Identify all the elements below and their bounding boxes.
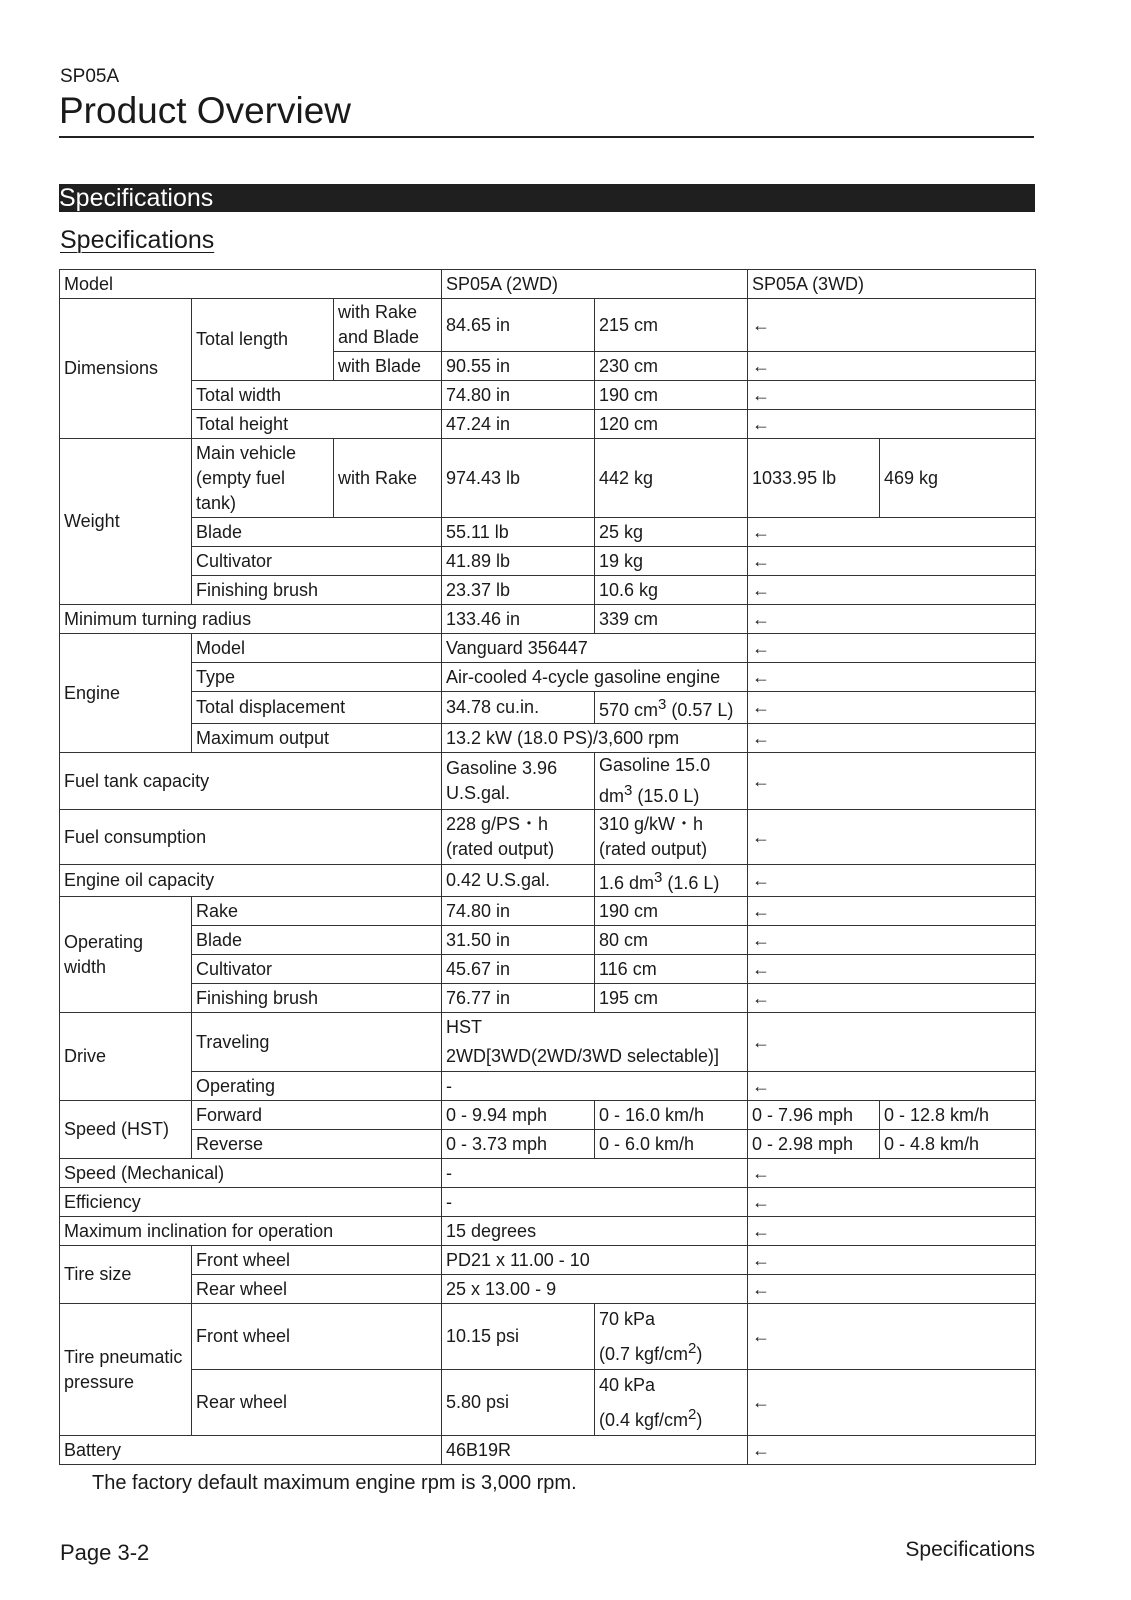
table-row xyxy=(60,439,1036,518)
superscript: 2 xyxy=(688,1406,697,1423)
table-row xyxy=(60,1159,1036,1188)
cell-label: Cultivator xyxy=(192,955,442,984)
cell-label: Total displacement xyxy=(192,692,442,724)
cell-label: Engine xyxy=(60,634,192,753)
value-text: (15.0 L) xyxy=(632,786,700,806)
value-text: Gasoline 15.0 dm xyxy=(599,755,711,806)
same-as-arrow: ← xyxy=(748,1013,1036,1072)
table-row xyxy=(60,865,1036,897)
cell-value: Gasoline 3.96 U.S.gal. xyxy=(442,753,595,810)
same-as-arrow: ← xyxy=(748,926,1036,955)
value-text: 570 cm xyxy=(599,700,659,720)
cell-value: 0.42 U.S.gal. xyxy=(442,865,595,897)
cell-value: 55.11 lb xyxy=(442,518,595,547)
cell-label: with Rake xyxy=(334,439,442,518)
cell-label: Maximum output xyxy=(192,724,442,753)
same-as-arrow: ← xyxy=(748,381,1036,410)
cell-label: Tire pneumatic pressure xyxy=(60,1304,192,1436)
cell-value: 215 cm xyxy=(595,299,748,352)
same-as-arrow: ← xyxy=(748,1188,1036,1217)
cell-value: 10.6 kg xyxy=(595,576,748,605)
table-row xyxy=(60,1217,1036,1246)
table-row xyxy=(60,1101,1036,1130)
same-as-arrow: ← xyxy=(748,634,1036,663)
table-row xyxy=(60,1130,1036,1159)
superscript: 2 xyxy=(688,1340,697,1357)
cell-value: 76.77 in xyxy=(442,984,595,1013)
value-text: ) xyxy=(696,1410,703,1430)
cell-value: 74.80 in xyxy=(442,897,595,926)
value-text: ) xyxy=(696,1344,703,1364)
cell-value: 230 cm xyxy=(595,352,748,381)
cell-value: 34.78 cu.in. xyxy=(442,692,595,724)
cell-label: Dimensions xyxy=(60,299,192,439)
cell-label: Finishing brush xyxy=(192,576,442,605)
table-row xyxy=(60,724,1036,753)
table-row xyxy=(60,955,1036,984)
table-row xyxy=(60,299,1036,352)
cell-value: 120 cm xyxy=(595,410,748,439)
same-as-arrow: ← xyxy=(748,724,1036,753)
cell-value: 13.2 kW (18.0 PS)/3,600 rpm xyxy=(442,724,748,753)
cell-label: Type xyxy=(192,663,442,692)
table-row xyxy=(60,634,1036,663)
cell-value: Air-cooled 4-cycle gasoline engine xyxy=(442,663,748,692)
cell-value: 0 - 16.0 km/h xyxy=(595,1101,748,1130)
same-as-arrow: ← xyxy=(748,865,1036,897)
cell-label: Blade xyxy=(192,518,442,547)
same-as-arrow: ← xyxy=(748,753,1036,810)
same-as-arrow: ← xyxy=(748,352,1036,381)
table-row xyxy=(60,1304,1036,1370)
cell-value: 133.46 in xyxy=(442,605,595,634)
table-row xyxy=(60,1188,1036,1217)
cell-label: Maximum inclination for operation xyxy=(60,1217,442,1246)
cell-label: Efficiency xyxy=(60,1188,442,1217)
table-row xyxy=(60,753,1036,810)
cell-label: with Blade xyxy=(334,352,442,381)
same-as-arrow: ← xyxy=(748,1159,1036,1188)
cell-label: Engine oil capacity xyxy=(60,865,442,897)
cell-label: Model xyxy=(192,634,442,663)
column-header-2wd: SP05A (2WD) xyxy=(442,270,748,299)
value-line: 70 kPa xyxy=(599,1309,656,1329)
cell-label: Tire size xyxy=(60,1246,192,1304)
table-row xyxy=(60,984,1036,1013)
table-row xyxy=(60,663,1036,692)
specifications-table xyxy=(59,269,1036,1465)
model-code: SP05A xyxy=(60,66,120,87)
cell-value: - xyxy=(442,1072,748,1101)
same-as-arrow: ← xyxy=(748,1436,1036,1465)
footnote: The factory default maximum engine rpm is 3,000 rpm. xyxy=(92,1472,577,1494)
cell-value: 25 kg xyxy=(595,518,748,547)
cell-value: 1033.95 lb xyxy=(748,439,880,518)
cell-value: PD21 x 11.00 - 10 xyxy=(442,1246,748,1275)
cell-value: - xyxy=(442,1188,748,1217)
cell-value: 90.55 in xyxy=(442,352,595,381)
table-row xyxy=(60,897,1036,926)
cell-value: 74.80 in xyxy=(442,381,595,410)
cell-label: Battery xyxy=(60,1436,442,1465)
table-row xyxy=(60,547,1036,576)
superscript: 3 xyxy=(658,696,667,713)
cell-value: 0 - 9.94 mph xyxy=(442,1101,595,1130)
same-as-arrow: ← xyxy=(748,547,1036,576)
cell-label: Traveling xyxy=(192,1013,442,1072)
cell-label: Minimum turning radius xyxy=(60,605,442,634)
cell-value: 46B19R xyxy=(442,1436,748,1465)
value-line: HST xyxy=(446,1017,482,1037)
same-as-arrow: ← xyxy=(748,1370,1036,1436)
cell-label: Fuel tank capacity xyxy=(60,753,442,810)
table-row xyxy=(60,605,1036,634)
cell-value: 5.80 psi xyxy=(442,1370,595,1436)
table-row xyxy=(60,1013,1036,1072)
cell-value xyxy=(595,692,748,724)
page-title: Product Overview xyxy=(59,90,351,131)
cell-label: Total length xyxy=(192,299,334,381)
page-number: Page 3-2 xyxy=(60,1540,150,1565)
table-row xyxy=(60,926,1036,955)
cell-label: Weight xyxy=(60,439,192,605)
cell-value xyxy=(595,753,748,810)
same-as-arrow: ← xyxy=(748,299,1036,352)
cell-value: 469 kg xyxy=(880,439,1036,518)
cell-value: 25 x 13.00 - 9 xyxy=(442,1275,748,1304)
cell-label: Fuel consumption xyxy=(60,810,442,865)
cell-value: 0 - 2.98 mph xyxy=(748,1130,880,1159)
table-row xyxy=(60,1436,1036,1465)
cell-value: 974.43 lb xyxy=(442,439,595,518)
table-row xyxy=(60,1275,1036,1304)
same-as-arrow: ← xyxy=(748,984,1036,1013)
cell-value xyxy=(595,1370,748,1436)
cell-label: Blade xyxy=(192,926,442,955)
cell-value: 31.50 in xyxy=(442,926,595,955)
value-text: (0.57 L) xyxy=(666,700,734,720)
cell-label: Speed (HST) xyxy=(60,1101,192,1159)
cell-label: Finishing brush xyxy=(192,984,442,1013)
value-text: 1.6 dm xyxy=(599,873,655,893)
table-row xyxy=(60,410,1036,439)
cell-label: Rear wheel xyxy=(192,1370,442,1436)
table-row xyxy=(60,692,1036,724)
cell-label: Model xyxy=(60,270,442,299)
cell-value: 10.15 psi xyxy=(442,1304,595,1370)
value-text: (0.7 kgf/cm xyxy=(599,1344,689,1364)
superscript: 3 xyxy=(624,782,633,799)
cell-value: 45.67 in xyxy=(442,955,595,984)
footer-section: Specifications xyxy=(905,1538,1035,1561)
cell-value: 0 - 7.96 mph xyxy=(748,1101,880,1130)
cell-value: 195 cm xyxy=(595,984,748,1013)
sub-heading: Specifications xyxy=(60,226,215,254)
cell-value: 0 - 3.73 mph xyxy=(442,1130,595,1159)
same-as-arrow: ← xyxy=(748,663,1036,692)
same-as-arrow: ← xyxy=(748,1217,1036,1246)
cell-value: 41.89 lb xyxy=(442,547,595,576)
cell-value xyxy=(595,1304,748,1370)
cell-value: Vanguard 356447 xyxy=(442,634,748,663)
cell-value: 0 - 6.0 km/h xyxy=(595,1130,748,1159)
cell-value: 190 cm xyxy=(595,381,748,410)
cell-value: 0 - 12.8 km/h xyxy=(880,1101,1036,1130)
cell-value: 116 cm xyxy=(595,955,748,984)
same-as-arrow: ← xyxy=(748,605,1036,634)
same-as-arrow: ← xyxy=(748,518,1036,547)
cell-value xyxy=(595,865,748,897)
cell-label: Forward xyxy=(192,1101,442,1130)
same-as-arrow: ← xyxy=(748,1072,1036,1101)
cell-label: Front wheel xyxy=(192,1246,442,1275)
cell-label: Rake xyxy=(192,897,442,926)
table-row xyxy=(60,1370,1036,1436)
cell-value: 190 cm xyxy=(595,897,748,926)
cell-value: 80 cm xyxy=(595,926,748,955)
same-as-arrow: ← xyxy=(748,576,1036,605)
cell-value: 442 kg xyxy=(595,439,748,518)
same-as-arrow: ← xyxy=(748,410,1036,439)
section-bar xyxy=(59,184,1035,212)
table-row xyxy=(60,810,1036,865)
cell-label: Operating xyxy=(192,1072,442,1101)
value-line xyxy=(599,1334,743,1369)
table-row xyxy=(60,270,1036,299)
value-line: 40 kPa xyxy=(599,1375,656,1395)
cell-label: Speed (Mechanical) xyxy=(60,1159,442,1188)
same-as-arrow: ← xyxy=(748,1304,1036,1370)
cell-value: 47.24 in xyxy=(442,410,595,439)
cell-value xyxy=(442,1013,748,1072)
cell-label: Total height xyxy=(192,410,442,439)
cell-label: Rear wheel xyxy=(192,1275,442,1304)
cell-value: 84.65 in xyxy=(442,299,595,352)
value-text: (1.6 L) xyxy=(662,873,720,893)
cell-value: 15 degrees xyxy=(442,1217,748,1246)
cell-label: Main vehicle (empty fuel tank) xyxy=(192,439,334,518)
cell-value: 310 g/kW・h (rated output) xyxy=(595,810,748,865)
cell-value: 19 kg xyxy=(595,547,748,576)
same-as-arrow: ← xyxy=(748,692,1036,724)
cell-value: 228 g/PS・h (rated output) xyxy=(442,810,595,865)
title-divider xyxy=(59,136,1034,138)
cell-label: Operating width xyxy=(60,897,192,1013)
cell-value: 0 - 4.8 km/h xyxy=(880,1130,1036,1159)
cell-value: - xyxy=(442,1159,748,1188)
cell-value: 339 cm xyxy=(595,605,748,634)
cell-value: 23.37 lb xyxy=(442,576,595,605)
section-bar-title: Specifications xyxy=(59,184,214,212)
same-as-arrow: ← xyxy=(748,897,1036,926)
cell-label: Total width xyxy=(192,381,442,410)
table-row xyxy=(60,381,1036,410)
same-as-arrow: ← xyxy=(748,810,1036,865)
value-line xyxy=(599,1400,743,1435)
table-row xyxy=(60,576,1036,605)
same-as-arrow: ← xyxy=(748,1275,1036,1304)
cell-label: Reverse xyxy=(192,1130,442,1159)
superscript: 3 xyxy=(654,869,663,886)
column-header-3wd: SP05A (3WD) xyxy=(748,270,1036,299)
table-row xyxy=(60,518,1036,547)
cell-label: Drive xyxy=(60,1013,192,1101)
same-as-arrow: ← xyxy=(748,1246,1036,1275)
value-text: (0.4 kgf/cm xyxy=(599,1410,689,1430)
cell-label: with Rake and Blade xyxy=(334,299,442,352)
table-row xyxy=(60,1072,1036,1101)
value-line: 2WD[3WD(2WD/3WD selectable)] xyxy=(446,1046,720,1066)
table-row xyxy=(60,1246,1036,1275)
same-as-arrow: ← xyxy=(748,955,1036,984)
cell-label: Front wheel xyxy=(192,1304,442,1370)
cell-label: Cultivator xyxy=(192,547,442,576)
